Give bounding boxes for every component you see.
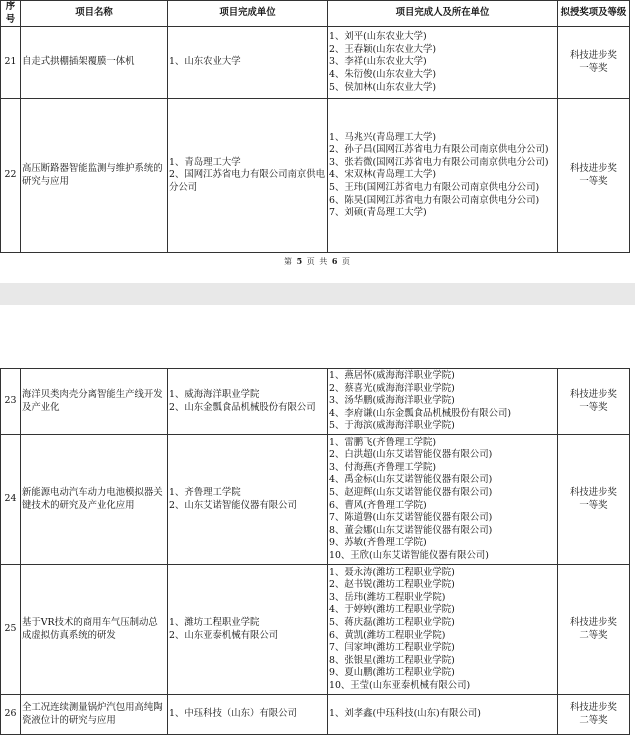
project-name: 基于VR技术的商用车气压制动总成虚拟仿真系统的研发: [21, 565, 168, 695]
completing-units: 1、潍坊工程职业学院 2、山东亚泰机械有限公司: [168, 565, 328, 695]
table-row: [1, 435, 630, 565]
row-number: 22: [1, 99, 21, 253]
completing-units: 1、中珏科技（山东）有限公司: [168, 695, 328, 735]
completing-persons: 1、雷鹏飞(齐鲁理工学院) 2、白洪超(山东艾诺智能仪器有限公司) 3、付海燕(齐鲁理工学院) 4、禹金标(山东艾诺智能仪器有限公司) 5、赵迎辉(山东艾诺智能仪器有限公司) 6、曹风(齐鲁理工学院) 7、陈道磐(山东艾诺智能仪器有限公司) 8、董会娜(山东艾诺智能仪器有限公司) 9、苏敏(齐鲁理工学院) 10、王欣(山东艾诺智能仪器有限公司): [328, 435, 558, 565]
current-page-number: 5: [296, 256, 304, 266]
award-table-page-5: [0, 0, 630, 253]
completing-units: 1、威海海洋职业学院 2、山东金瓢食品机械股份有限公司: [168, 369, 328, 435]
completing-persons: 1、刘平(山东农业大学) 2、王春颖(山东农业大学) 3、李祥(山东农业大学) 4、朱衍俊(山东农业大学) 5、侯加林(山东农业大学): [328, 27, 558, 99]
award-level: 科技进步奖 二等奖: [558, 695, 630, 735]
project-name: 高压断路器智能监测与维护系统的研究与应用: [21, 99, 168, 253]
document-page-5: [0, 0, 635, 283]
award-level: 科技进步奖 一等奖: [558, 435, 630, 565]
header-completing-persons: 项目完成人及所在单位: [328, 1, 558, 27]
table-row: [1, 99, 630, 253]
project-name: 海洋贝类肉壳分离智能生产线开发及产业化: [21, 369, 168, 435]
table-row: [1, 27, 630, 99]
row-number: 24: [1, 435, 21, 565]
header-project-name: 项目名称: [21, 1, 168, 27]
award-level: 科技进步奖 一等奖: [558, 99, 630, 253]
table-header-row: [1, 1, 630, 27]
table-row: [1, 369, 630, 435]
project-name: 全工况连续测量锅炉汽包用高纯陶瓷液位计的研究与应用: [21, 695, 168, 735]
completing-persons: 1、燕居怀(威海海洋职业学院) 2、蔡喜光(威海海洋职业学院) 3、汤华鹏(威海海洋职业学院) 4、李府谦(山东金瓢食品机械股份有限公司) 5、于海滨(威海海洋职业学院): [328, 369, 558, 435]
header-completing-units: 项目完成单位: [168, 1, 328, 27]
row-number: 23: [1, 369, 21, 435]
header-no: 序号: [1, 1, 21, 27]
completing-persons: 1、刘孝鑫(中珏科技(山东)有限公司): [328, 695, 558, 735]
completing-units: 1、青岛理工大学 2、国网江苏省电力有限公司南京供电分公司: [168, 99, 328, 253]
page-separator: [0, 283, 635, 305]
completing-units: 1、齐鲁理工学院 2、山东艾诺智能仪器有限公司: [168, 435, 328, 565]
award-level: 科技进步奖 一等奖: [558, 27, 630, 99]
table-row: [1, 565, 630, 695]
award-level: 科技进步奖 一等奖: [558, 369, 630, 435]
row-number: 25: [1, 565, 21, 695]
project-name: 自走式拱棚插架覆膜一体机: [21, 27, 168, 99]
header-award-level: 拟授奖项及等级: [558, 1, 630, 27]
award-table-page-6: [0, 368, 630, 735]
document-page-6: [0, 305, 635, 740]
row-number: 26: [1, 695, 21, 735]
completing-persons: 1、马兆兴(青岛理工大学) 2、孙子昌(国网江苏省电力有限公司南京供电分公司) 3、张若微(国网江苏省电力有限公司南京供电分公司) 4、宋双林(青岛理工大学) 5、王玮(国网江苏省电力有限公司南京供电分公司) 6、陈昊(国网江苏省电力有限公司南京供电分公司) 7、刘硕(青岛理工大学): [328, 99, 558, 253]
award-level: 科技进步奖 二等奖: [558, 565, 630, 695]
table-row: [1, 695, 630, 735]
project-name: 新能源电动汽车动力电池模拟器关键技术的研究及产业化应用: [21, 435, 168, 565]
row-number: 21: [1, 27, 21, 99]
page-footer: 第 5 页 共 6 页: [284, 256, 351, 266]
completing-units: 1、山东农业大学: [168, 27, 328, 99]
total-page-number: 6: [331, 256, 339, 266]
completing-persons: 1、聂永涛(潍坊工程职业学院) 2、赵书锐(潍坊工程职业学院) 3、岳玮(潍坊工程职业学院) 4、于婷婷(潍坊工程职业学院) 5、蒋庆磊(潍坊工程职业学院) 6、黄凯(潍坊工程职业学院) 7、闫家坤(潍坊工程职业学院) 8、张银星(潍坊工程职业学院) 9、夏山鹏(潍坊工程职业学院) 10、王莹(山东亚泰机械有限公司): [328, 565, 558, 695]
